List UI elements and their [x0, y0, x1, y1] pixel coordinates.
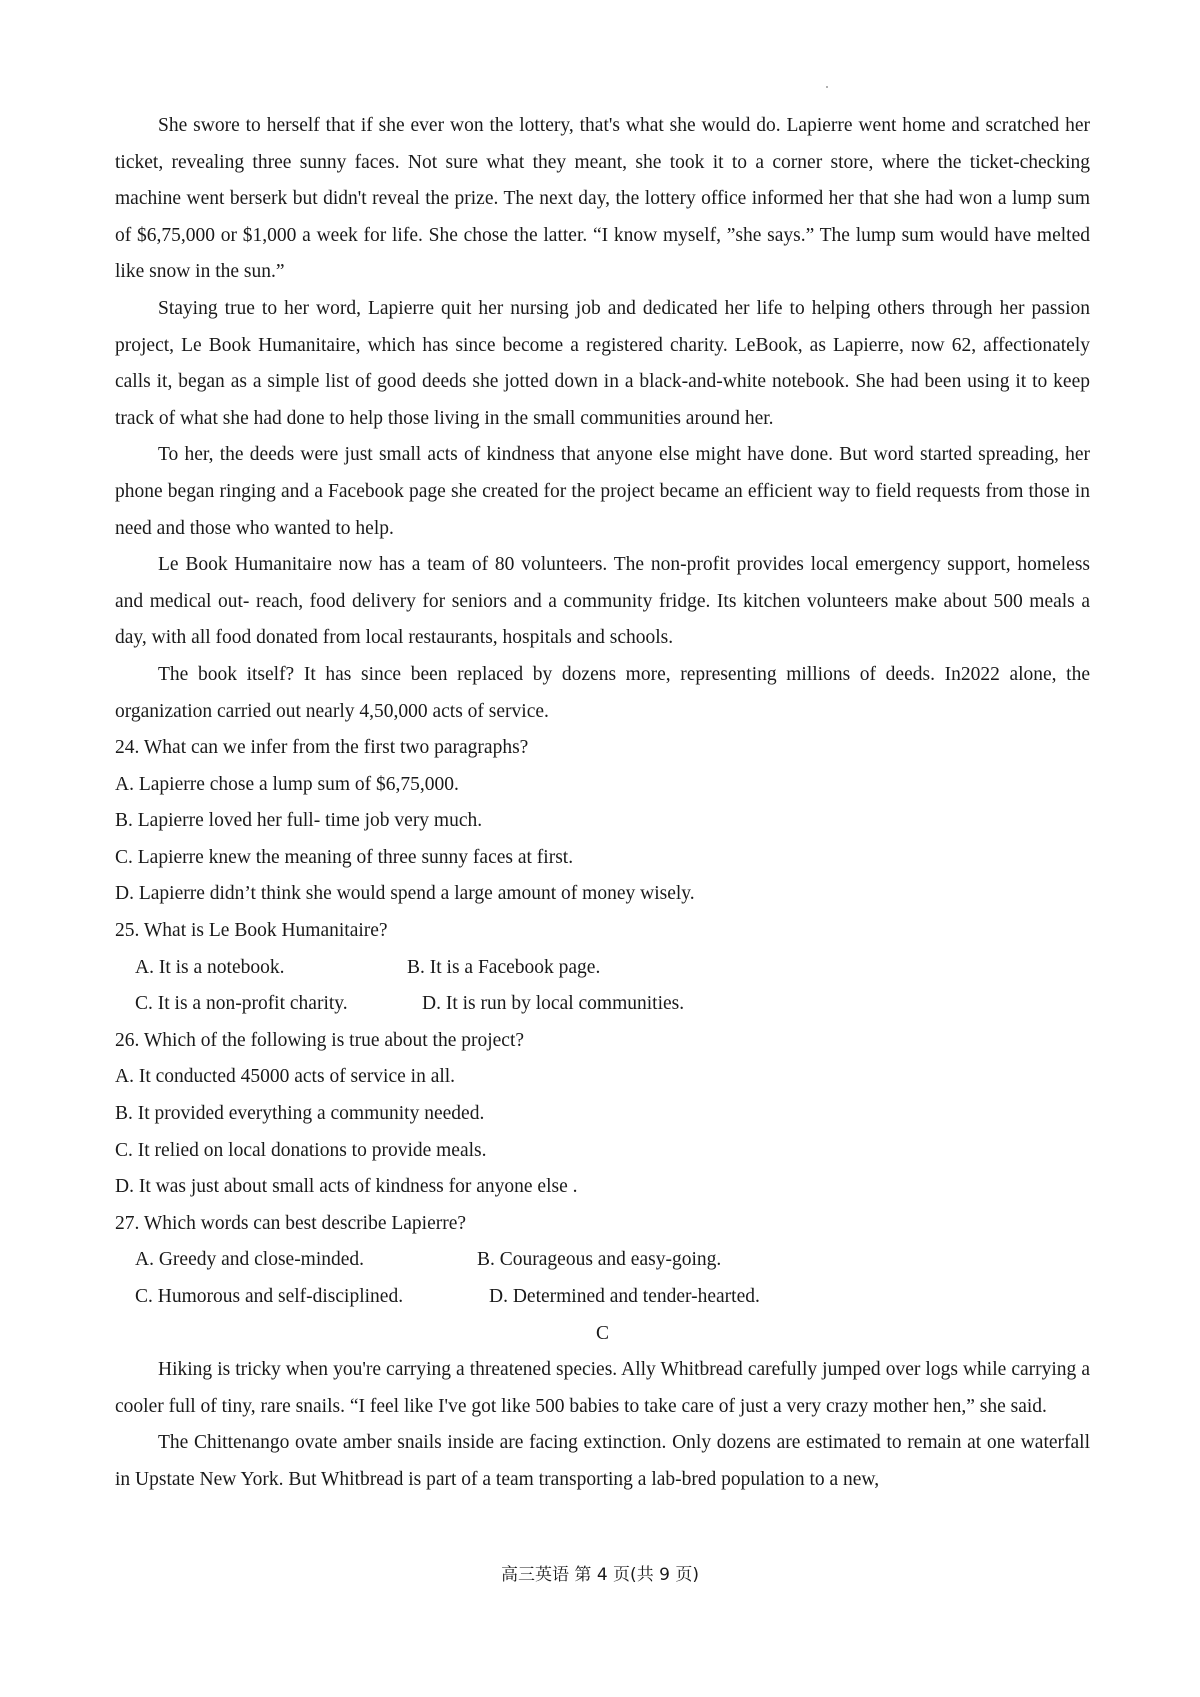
question-26-stem: 26. Which of the following is true about the project?	[115, 1029, 525, 1051]
passage-paragraph-2: Staying true to her word, Lapierre quit her nursing job and dedicated her life to helping others through her passion project, Le Book Humanitaire, which has since become a registered charity. LeBook, as Lapierre, now 62, affectionately calls it, began as a simple list of good deeds she jotted down in a black-and-white notebook. She had been using it to keep track of what she had done to help those living in the small communities around her.	[115, 297, 1090, 429]
question-27	[115, 1206, 1090, 1316]
question-25-option-d: D. It is run by local communities.	[422, 993, 685, 1015]
question-27-option-b: B. Courageous and easy-going.	[477, 1249, 722, 1271]
question-27-option-d: D. Determined and tender-hearted.	[489, 1286, 760, 1307]
question-24-option-d: D. Lapierre didn’t think she would spend a large amount of money wisely.	[115, 883, 695, 905]
passage-paragraph-4: Le Book Humanitaire now has a team of 80 volunteers. The non-profit provides local emergency support, homeless and medical out- reach, food delivery for seniors and a community fridge. Its kitchen volunteers make about 500 meals a day, with all food donated from local restaurants, hospitals and schools.	[115, 554, 1090, 649]
question-25-option-b: B. It is a Facebook page.	[407, 956, 601, 978]
question-24-stem: 24. What can we infer from the first two paragraphs?	[115, 737, 529, 759]
section-c-paragraph-1: Hiking is tricky when you're carrying a threatened species. Ally Whitbread carefully jumped over logs while carrying a cooler full of tiny, rare snails. “I feel like I've got like 500 babies to take care of just a very crazy mother hen,” she said.	[115, 1359, 1090, 1417]
page-content	[115, 108, 1090, 1499]
scan-speck	[826, 86, 828, 88]
question-24-option-b: B. Lapierre loved her full- time job very much.	[115, 810, 483, 832]
question-26-option-b: B. It provided everything a community needed.	[115, 1103, 485, 1125]
question-26	[115, 1023, 1090, 1206]
question-25-options-row-2	[115, 986, 1090, 1023]
page-footer: 高三英语 第 4 页(共 9 页)	[501, 1565, 699, 1585]
question-26-option-d: D. It was just about small acts of kindness for anyone else .	[115, 1176, 578, 1198]
question-25-stem: 25. What is Le Book Humanitaire?	[115, 920, 388, 942]
question-25-options-row-1	[115, 950, 1090, 987]
section-c-paragraph-2: The Chittenango ovate amber snails inside are facing extinction. Only dozens are estimated to remain at one waterfall in Upstate New York. But Whitbread is part of a team transporting a lab-bred population to a new,	[115, 1432, 1090, 1490]
question-27-options-row-1	[115, 1242, 1090, 1279]
question-26-option-a: A. It conducted 45000 acts of service in all.	[115, 1066, 456, 1088]
question-24	[115, 730, 1090, 913]
passage-paragraph-5: The book itself? It has since been replaced by dozens more, representing millions of deeds. In2022 alone, the organization carried out nearly 4,50,000 acts of service.	[115, 663, 1090, 722]
question-27-option-c: C. Humorous and self-disciplined.	[135, 1286, 404, 1307]
passage-paragraph-3: To her, the deeds were just small acts of kindness that anyone else might have done. But word started spreading, her phone began ringing and a Facebook page she created for the project became an efficient way to field requests from those in need and those who wanted to help.	[115, 444, 1090, 539]
question-26-option-c: C. It relied on local donations to provide meals.	[115, 1139, 487, 1161]
question-27-stem: 27. Which words can best describe Lapierre?	[115, 1212, 467, 1234]
question-24-option-a: A. Lapierre chose a lump sum of $6,75,000.	[115, 773, 459, 795]
question-25-option-c: C. It is a non-profit charity.	[135, 993, 348, 1015]
question-27-option-a: A. Greedy and close-minded.	[135, 1249, 365, 1271]
question-25	[115, 913, 1090, 1023]
section-heading-c: C	[595, 1322, 609, 1344]
question-24-option-c: C. Lapierre knew the meaning of three sunny faces at first.	[115, 846, 574, 868]
passage-paragraph-1: She swore to herself that if she ever won the lottery, that's what she would do. Lapierre went home and scratched her ticket, revealing three sunny faces. Not sure what they meant, she took it to a corner store, where the ticket-checking machine went berserk but didn't reveal the prize. The next day, the lottery office informed her that she had won a lump sum of $6,75,000 or $1,000 a week for life. She chose the latter. “I know myself, ”she says.” The lump sum would have melted like snow in the sun.”	[115, 115, 1090, 283]
question-27-options-row-2	[115, 1279, 1090, 1316]
question-25-option-a: A. It is a notebook.	[135, 956, 285, 978]
